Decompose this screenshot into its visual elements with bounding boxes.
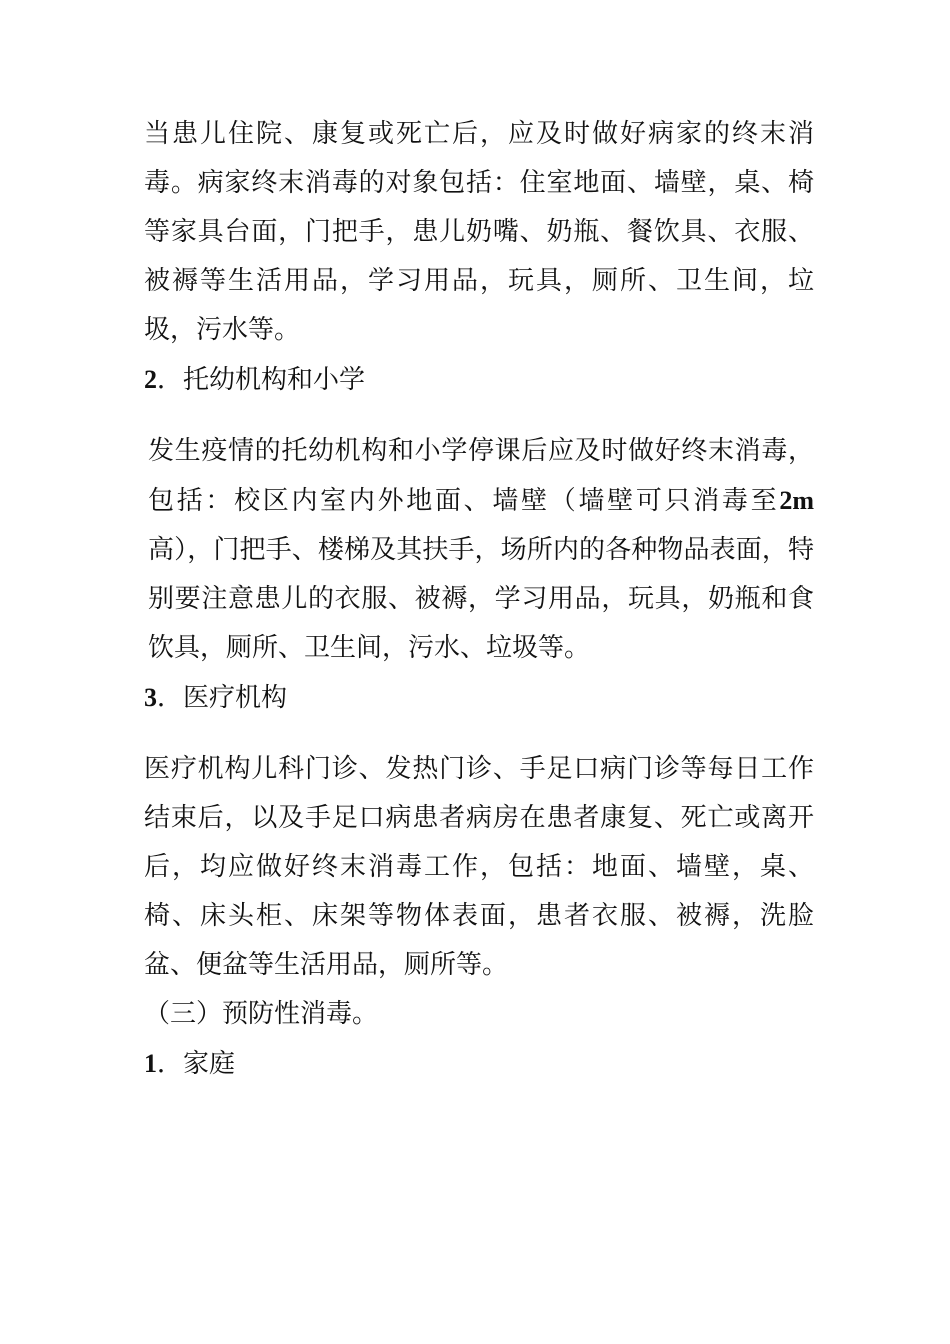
heading-number: 1 — [144, 1049, 157, 1078]
heading-text: ．家庭 — [157, 1049, 236, 1079]
paragraph-kindergarten-disinfection — [144, 427, 814, 673]
heading-text: ．托幼机构和小学 — [157, 365, 366, 395]
paragraph-terminal-disinfection-home: 当患儿住院、康复或死亡后，应及时做好病家的终末消毒。病家终末消毒的对象包括：住室地面、墙壁，桌、椅等家具台面，门把手，患儿奶嘴、奶瓶、餐饮具、衣服、被褥等生活用品，学习用品，玩具，厕所、卫生间，垃圾，污水等。 — [144, 119, 814, 345]
heading-number: 2 — [144, 365, 157, 394]
paragraph-text: 高），门把手、楼梯及其扶手，场所内的各种物品表面，特别要注意患儿的衣服、被褥，学习用品，玩具，奶瓶和食饮具，厕所、卫生间，污水、垃圾等。 — [148, 535, 814, 663]
document-page — [144, 110, 814, 1089]
heading-preventive-disinfection: （三）预防性消毒。 — [144, 999, 379, 1029]
paragraph-medical-disinfection: 医疗机构儿科门诊、发热门诊、手足口病门诊等每日工作结束后，以及手足口病患者病房在患者康复、死亡或离开后，均应做好终末消毒工作，包括：地面、墙壁，桌、椅、床头柜、床架等物体表面，患者衣服、被褥，洗脸盆、便盆等生活用品，厕所等。 — [144, 754, 814, 980]
heading-medical-institutions — [144, 673, 814, 723]
heading-family — [144, 1039, 814, 1089]
heading-number: 3 — [144, 683, 157, 712]
heading-kindergarten-primary-school — [144, 355, 814, 405]
heading-text: ．医疗机构 — [157, 683, 288, 713]
paragraph-text: 发生疫情的托幼机构和小学停课后应及时做好终末消毒，包括：校区内室内外地面、墙壁（墙壁可只消毒至 — [148, 436, 814, 516]
paragraph-bold-measure: 2m — [779, 486, 814, 515]
